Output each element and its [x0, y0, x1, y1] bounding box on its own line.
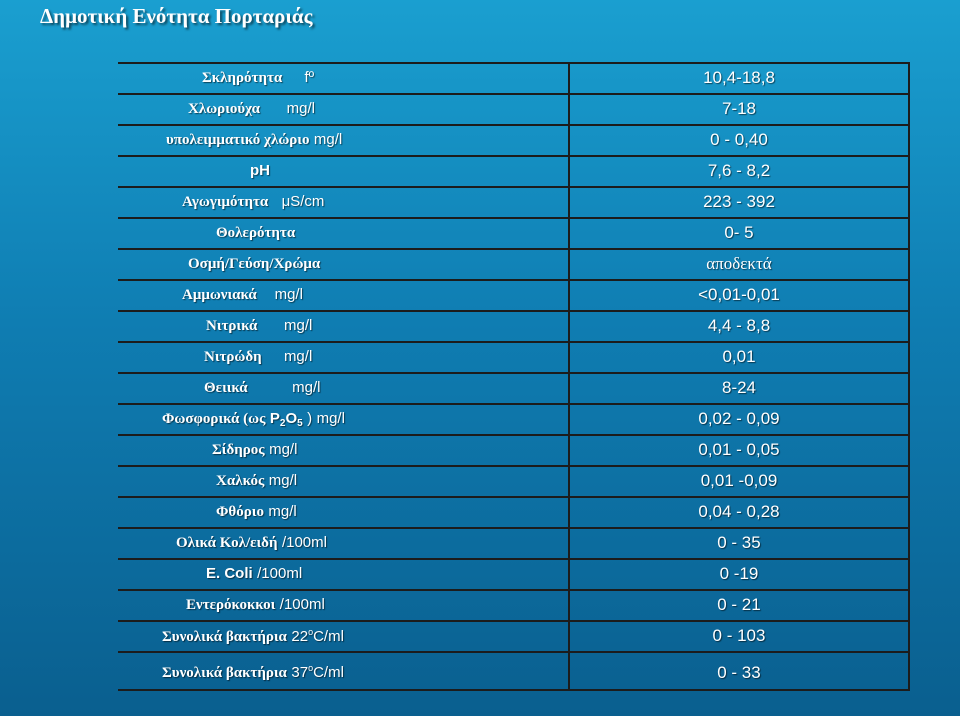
- parameter-label: Χαλκός mg/l: [216, 472, 298, 489]
- parameter-label: pH: [250, 162, 270, 179]
- parameter-label: Συνολικά βακτήρια 22$^o$C/ml: [162, 627, 344, 645]
- parameter-value: 223 - 392: [703, 192, 775, 211]
- parameter-value: 0 - 21: [717, 595, 761, 614]
- table-row: [118, 93, 910, 124]
- parameter-value: <0,01-0,01: [698, 285, 780, 304]
- parameter-label: Θειικά mg/l: [204, 379, 321, 396]
- parameter-value: 10,4-18,8: [703, 68, 775, 87]
- table-row: [118, 62, 910, 93]
- parameter-label: Θολερότητα: [216, 225, 296, 241]
- table-row: [118, 310, 910, 341]
- parameter-value: 0 - 33: [717, 663, 761, 682]
- parameter-value: 0,01: [722, 347, 756, 366]
- parameter-label: Σκληρότητα fº: [202, 69, 315, 86]
- parameter-label: Ολικά Κολ/ειδή /100ml: [176, 534, 327, 551]
- parameter-label: Αγωγιμότητα μS/cm: [182, 193, 325, 210]
- parameter-label: E. Coli /100ml: [206, 565, 303, 582]
- parameter-label: Χλωριούχα mg/l: [188, 100, 316, 117]
- parameter-value: αποδεκτά: [706, 254, 772, 273]
- parameter-label: Εντερόκοκκοι /100ml: [186, 596, 325, 613]
- parameter-label: Σίδηρος mg/l: [212, 441, 298, 458]
- table-row: [118, 496, 910, 527]
- parameter-label: Νιτρώδη mg/l: [204, 348, 313, 365]
- table-row: [118, 248, 910, 279]
- parameter-value: 4,4 - 8,8: [707, 316, 771, 335]
- parameter-value: 0- 5: [724, 223, 754, 242]
- table-row: [118, 651, 910, 691]
- page-title: Δημοτική Ενότητα Πορταριάς: [40, 4, 313, 28]
- parameter-value: 7,6 - 8,2: [707, 161, 771, 180]
- parameter-value: 0,01 -0,09: [700, 471, 778, 490]
- table-row: [118, 217, 910, 248]
- table-row: [118, 620, 910, 651]
- parameter-label: Νιτρικά mg/l: [206, 317, 313, 334]
- table-row: [118, 124, 910, 155]
- parameter-value: 0,02 - 0,09: [698, 409, 780, 428]
- parameter-label: Φωσφορικά (ως $P_2O_5$ ) mg/l: [162, 410, 345, 429]
- table-row: [118, 186, 910, 217]
- table-row: [118, 558, 910, 589]
- table-row: [118, 589, 910, 620]
- parameter-value: 0 - 103: [712, 626, 766, 645]
- parameter-label: υπολειμματικό χλώριο mg/l: [166, 131, 343, 148]
- table-row: [118, 279, 910, 310]
- parameter-label: Αμμωνιακά mg/l: [182, 286, 303, 303]
- parameter-value: 0 - 35: [717, 533, 761, 552]
- parameter-value: 8-24: [721, 378, 757, 397]
- table-row: [118, 341, 910, 372]
- parameter-label: Οσμή/Γεύση/Χρώμα: [188, 256, 321, 272]
- parameter-value: 7-18: [721, 99, 757, 118]
- parameter-value: 0,04 - 0,28: [698, 502, 780, 521]
- parameter-value: 0 -19: [719, 564, 759, 583]
- table-row: [118, 155, 910, 186]
- table-row: [118, 465, 910, 496]
- water-quality-table: [118, 62, 910, 691]
- table-row: [118, 403, 910, 434]
- table-row: [118, 434, 910, 465]
- parameter-value: 0 - 0,40: [710, 130, 768, 149]
- table-row: [118, 527, 910, 558]
- parameter-label: Συνολικά βακτήρια 37$^o$C/ml: [162, 663, 344, 681]
- table-row: [118, 372, 910, 403]
- parameter-label: Φθόριο mg/l: [216, 503, 297, 520]
- parameter-value: 0,01 - 0,05: [698, 440, 780, 459]
